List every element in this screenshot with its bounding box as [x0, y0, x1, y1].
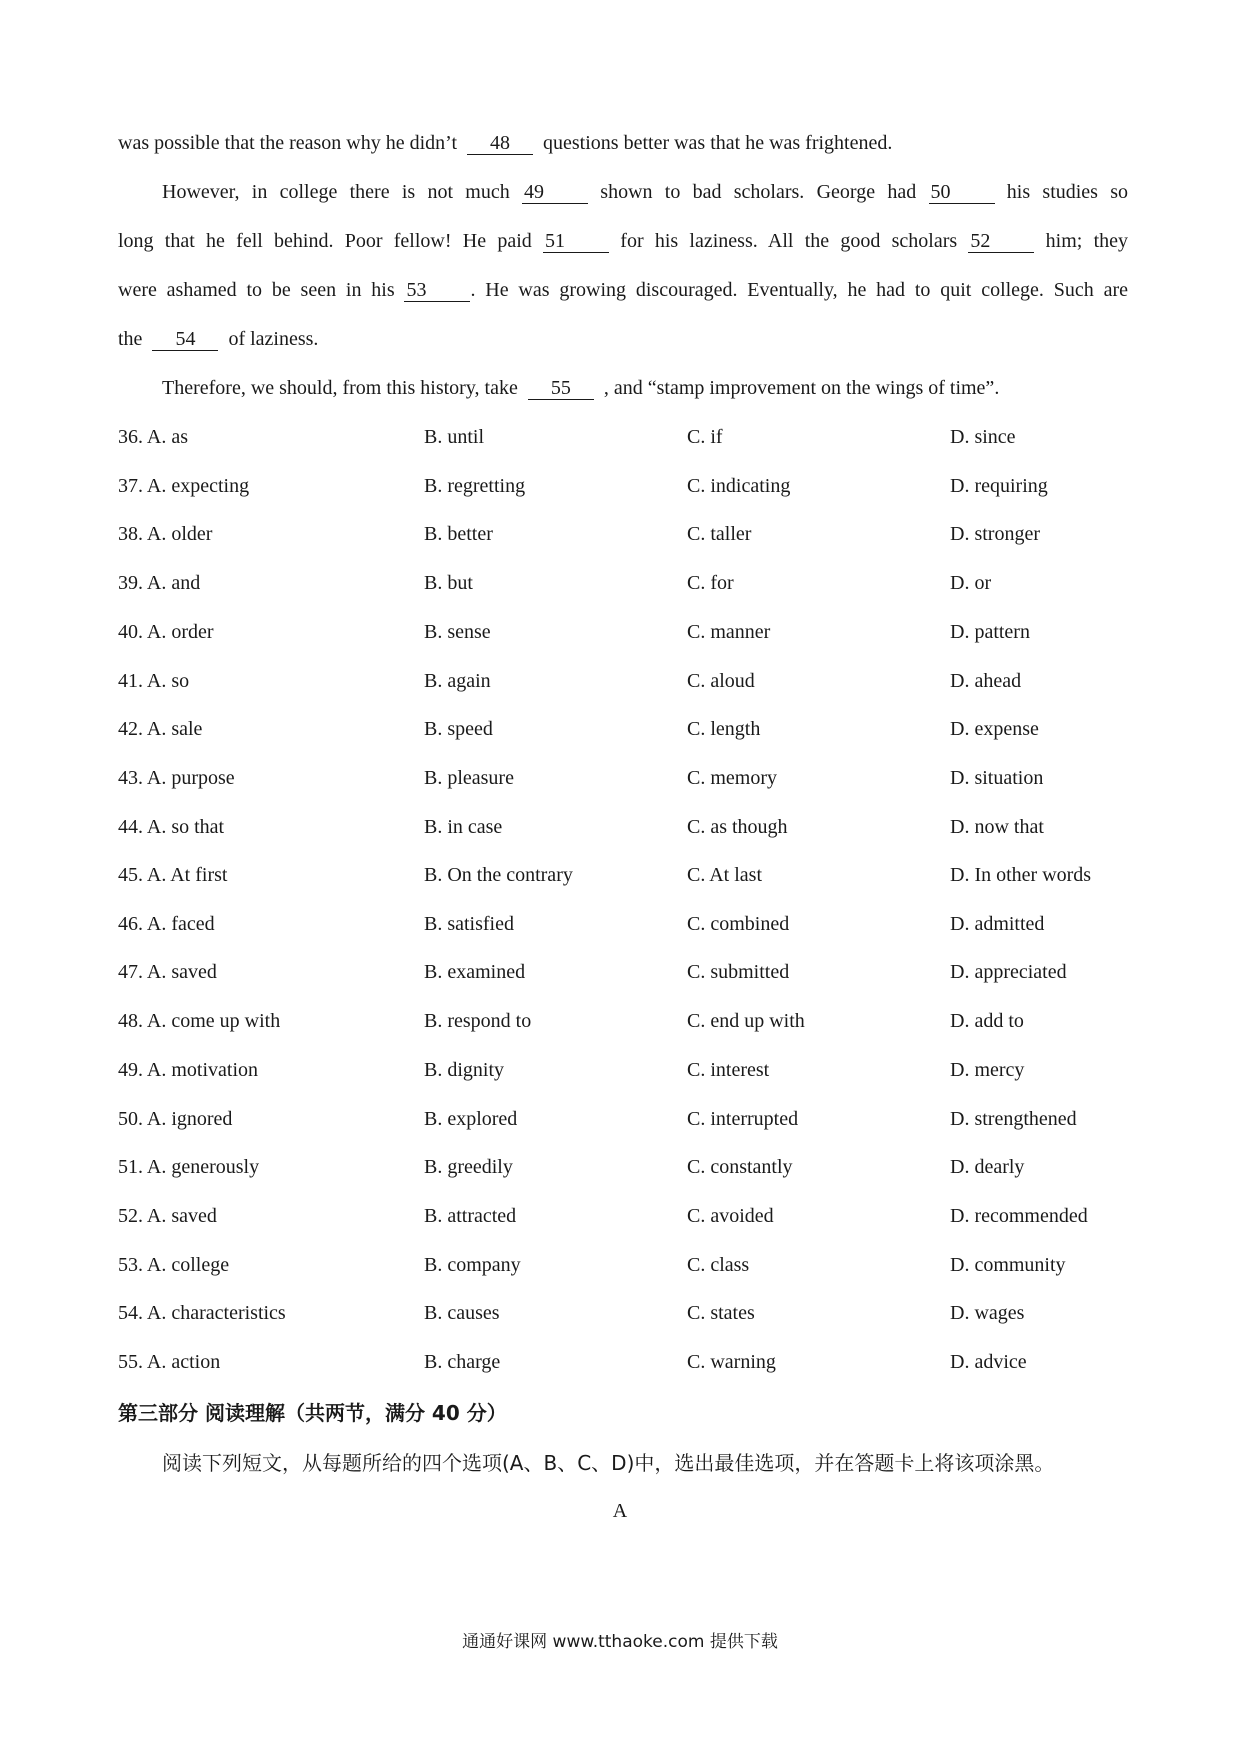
option-c: C. interest	[687, 1059, 770, 1081]
option-c: C. class	[687, 1254, 750, 1276]
option-row	[0, 863, 1240, 887]
option-row	[0, 1204, 1240, 1228]
passage-line	[118, 131, 1128, 155]
option-a: 42. A. sale	[118, 718, 203, 740]
option-row	[0, 717, 1240, 741]
option-a: 49. A. motivation	[118, 1059, 258, 1081]
option-b: B. charge	[424, 1351, 501, 1373]
passage-text: long that he fell behind. Poor fellow! He paid	[118, 230, 532, 252]
option-b: B. On the contrary	[424, 864, 573, 886]
option-d: D. dearly	[950, 1156, 1025, 1178]
option-d: D. stronger	[950, 523, 1040, 545]
passage-text: However, in college there is not much	[162, 181, 510, 203]
option-d: D. situation	[950, 767, 1044, 789]
option-c: C. interrupted	[687, 1108, 799, 1130]
option-c: C. as though	[687, 816, 788, 838]
passage-text: the	[118, 328, 143, 350]
passage-text: his studies so	[1006, 181, 1129, 203]
option-a: 50. A. ignored	[118, 1108, 233, 1130]
blank-50: 50	[929, 181, 995, 204]
passage-text: was possible that the reason why he didn’t	[118, 132, 458, 154]
option-b: B. attracted	[424, 1205, 517, 1227]
option-b: B. until	[424, 426, 485, 448]
option-d: D. now that	[950, 816, 1044, 838]
section-instruction: 阅读下列短文，从每题所给的四个选项(A、B、C、D)中，选出最佳选项，并在答题卡上将该项涂黑。	[162, 1451, 1055, 1475]
option-row	[0, 766, 1240, 790]
blank-52: 52	[968, 230, 1034, 253]
option-row	[0, 425, 1240, 449]
option-b: B. respond to	[424, 1010, 532, 1032]
option-row	[0, 1253, 1240, 1277]
passage-text: of laziness.	[228, 328, 319, 350]
option-c: C. length	[687, 718, 761, 740]
option-d: D. recommended	[950, 1205, 1088, 1227]
option-row	[0, 571, 1240, 595]
option-b: B. but	[424, 572, 473, 594]
passage-text: , and “stamp improvement on the wings of time”.	[603, 377, 1000, 399]
option-row	[0, 1155, 1240, 1179]
passage-text: him; they	[1045, 230, 1129, 252]
passage-text: for his laziness. All the good scholars	[620, 230, 958, 252]
option-a: 44. A. so that	[118, 816, 225, 838]
option-a: 45. A. At first	[118, 864, 228, 886]
blank-55: 55	[528, 377, 594, 400]
option-a: 38. A. older	[118, 523, 213, 545]
option-row	[0, 912, 1240, 936]
footer-text: 通通好课网 www.tthaoke.com 提供下载	[462, 1632, 778, 1652]
option-b: B. dignity	[424, 1059, 505, 1081]
option-d: D. add to	[950, 1010, 1024, 1032]
passage-text: shown to bad scholars. George had	[600, 181, 917, 203]
option-c: C. At last	[687, 864, 763, 886]
option-b: B. in case	[424, 816, 503, 838]
blank-49: 49	[522, 181, 588, 204]
section-title: 第三部分 阅读理解（共两节，满分 40 分）	[118, 1401, 507, 1425]
option-row	[0, 1107, 1240, 1131]
option-c: C. submitted	[687, 961, 790, 983]
option-c: C. aloud	[687, 670, 755, 692]
option-row	[0, 474, 1240, 498]
option-c: C. avoided	[687, 1205, 774, 1227]
passage-text: were ashamed to be seen in his	[118, 279, 395, 301]
option-d: D. pattern	[950, 621, 1030, 643]
option-a: 53. A. college	[118, 1254, 230, 1276]
option-c: C. combined	[687, 913, 790, 935]
option-c: C. warning	[687, 1351, 776, 1373]
option-b: B. regretting	[424, 475, 526, 497]
option-a: 41. A. so	[118, 670, 190, 692]
option-a: 47. A. saved	[118, 961, 217, 983]
option-a: 36. A. as	[118, 426, 188, 448]
option-row	[0, 620, 1240, 644]
option-c: C. indicating	[687, 475, 791, 497]
passage-text: questions better was that he was frightened.	[543, 132, 893, 154]
passage-line	[162, 376, 1172, 400]
option-a: 52. A. saved	[118, 1205, 217, 1227]
option-a: 55. A. action	[118, 1351, 221, 1373]
option-d: D. or	[950, 572, 992, 594]
option-row	[0, 815, 1240, 839]
option-a: 40. A. order	[118, 621, 214, 643]
passage-text: Therefore, we should, from this history, take	[162, 377, 518, 399]
option-d: D. mercy	[950, 1059, 1025, 1081]
blank-51: 51	[543, 230, 609, 253]
option-b: B. causes	[424, 1302, 500, 1324]
option-c: C. memory	[687, 767, 777, 789]
part-label: A	[612, 1500, 628, 1522]
option-a: 43. A. purpose	[118, 767, 235, 789]
option-d: D. advice	[950, 1351, 1027, 1373]
option-row	[0, 1350, 1240, 1374]
option-d: D. ahead	[950, 670, 1022, 692]
option-c: C. manner	[687, 621, 771, 643]
option-b: B. company	[424, 1254, 521, 1276]
option-row	[0, 1058, 1240, 1082]
option-c: C. states	[687, 1302, 755, 1324]
option-c: C. end up with	[687, 1010, 805, 1032]
option-row	[0, 522, 1240, 546]
passage-line	[118, 229, 1128, 253]
option-a: 37. A. expecting	[118, 475, 250, 497]
option-d: D. wages	[950, 1302, 1025, 1324]
option-row	[0, 960, 1240, 984]
option-row	[0, 669, 1240, 693]
blank-48: 48	[467, 132, 533, 155]
option-d: D. since	[950, 426, 1016, 448]
option-b: B. pleasure	[424, 767, 514, 789]
passage-line	[162, 180, 1128, 204]
option-b: B. explored	[424, 1108, 518, 1130]
passage-line	[118, 327, 1128, 351]
blank-54: 54	[152, 328, 218, 351]
option-a: 39. A. and	[118, 572, 201, 594]
option-d: D. expense	[950, 718, 1039, 740]
blank-53: 53	[404, 279, 470, 302]
option-c: C. if	[687, 426, 723, 448]
option-a: 48. A. come up with	[118, 1010, 281, 1032]
option-b: B. sense	[424, 621, 491, 643]
option-d: D. requiring	[950, 475, 1048, 497]
option-c: C. for	[687, 572, 734, 594]
option-d: D. appreciated	[950, 961, 1067, 983]
option-a: 51. A. generously	[118, 1156, 260, 1178]
option-d: D. strengthened	[950, 1108, 1077, 1130]
option-b: B. speed	[424, 718, 493, 740]
option-b: B. better	[424, 523, 493, 545]
option-b: B. greedily	[424, 1156, 513, 1178]
passage-text: . He was growing discouraged. Eventually, he had to quit college. Such are	[470, 279, 1128, 301]
option-d: D. community	[950, 1254, 1066, 1276]
option-d: D. In other words	[950, 864, 1092, 886]
option-c: C. constantly	[687, 1156, 793, 1178]
option-b: B. again	[424, 670, 491, 692]
passage-line	[118, 278, 1128, 302]
option-row	[0, 1009, 1240, 1033]
option-b: B. examined	[424, 961, 526, 983]
option-row	[0, 1301, 1240, 1325]
option-c: C. taller	[687, 523, 752, 545]
option-a: 46. A. faced	[118, 913, 215, 935]
option-a: 54. A. characteristics	[118, 1302, 286, 1324]
option-d: D. admitted	[950, 913, 1045, 935]
option-b: B. satisfied	[424, 913, 514, 935]
